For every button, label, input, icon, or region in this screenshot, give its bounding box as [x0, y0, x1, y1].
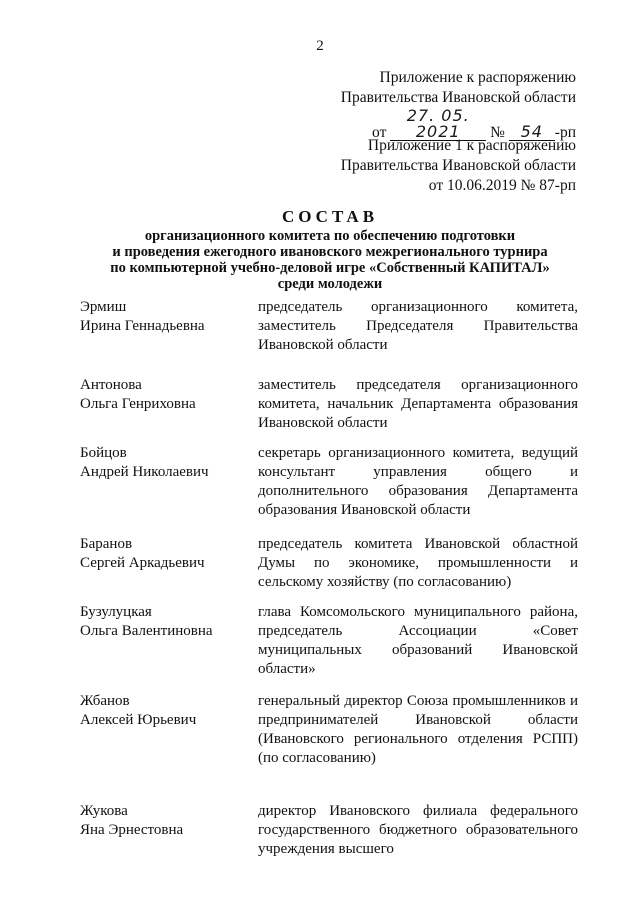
handwritten-number: 54 [509, 124, 555, 141]
appendix-current [341, 68, 576, 143]
member-surname: Баранов [80, 536, 133, 552]
appendix-current-line1: Приложение к распоряжению [379, 69, 576, 86]
title-line: и проведения ежегодного ивановского межрегионального турнира [112, 244, 548, 260]
member-row [80, 603, 578, 692]
member-name [80, 692, 258, 802]
member-given-names: Ольга Валентиновна [80, 623, 213, 639]
member-given-names: Яна Эрнестовна [80, 822, 184, 838]
member-row [80, 692, 578, 802]
member-role: председатель комитета Ивановской областной Думы по экономике, промышленности и сельскому хозяйству (по согласованию) [258, 536, 578, 590]
member-given-names: Андрей Николаевич [80, 464, 209, 480]
member-row [80, 376, 578, 444]
appendix-number-suffix: -рп [554, 124, 576, 141]
member-row [80, 802, 578, 882]
title-line: по компьютерной учебно-деловой игре «Собственный КАПИТАЛ» [110, 260, 550, 276]
member-given-names: Ольга Генриховна [80, 396, 196, 412]
member-surname: Бойцов [80, 445, 127, 461]
title-line: организационного комитета по обеспечению подготовки [144, 228, 516, 244]
member-role: генеральный директор Союза промышленников и предпринимателей Ивановской области (Ивановского регионального отделения РСПП) (по согласованию) [258, 693, 578, 766]
document-title [60, 206, 600, 292]
member-row [80, 298, 578, 376]
member-surname: Бузулуцкая [80, 604, 152, 620]
member-surname: Жукова [80, 803, 128, 819]
page-number: 2 [316, 38, 324, 54]
appendix-number-sign: № [490, 124, 505, 141]
member-name [80, 603, 258, 692]
member-name [80, 444, 258, 535]
member-row [80, 444, 578, 535]
member-role: глава Комсомольского муниципального района, председатель Ассоциации «Совет муниципальных образований Ивановской области» [258, 604, 578, 677]
member-name [80, 376, 258, 444]
member-role: директор Ивановского филиала федерального государственного бюджетного образовательного учреждения высшего [258, 803, 578, 857]
handwritten-date: 27. 05. 2021 [390, 108, 486, 141]
appendix-current-line2: Правительства Ивановской области [340, 89, 576, 106]
member-surname: Антонова [80, 377, 142, 393]
title-word: СОСТАВ [281, 207, 379, 226]
member-row [80, 535, 578, 603]
appendix-previous-line2: Правительства Ивановской области [340, 157, 576, 174]
title-line: среди молодежи [277, 276, 383, 292]
member-role: заместитель председателя организационного комитета, начальник Департамента образования Ивановской области [258, 377, 578, 431]
member-role: секретарь организационного комитета, ведущий консультант управления общего и дополнительного образования Департамента образования Ивановской области [258, 445, 578, 518]
member-name [80, 298, 258, 376]
appendix-previous [341, 136, 576, 196]
member-name [80, 802, 258, 882]
members-list [80, 298, 578, 882]
member-role: председатель организационного комитета, заместитель Председателя Правительства Ивановской области [258, 299, 578, 353]
member-given-names: Ирина Геннадьевна [80, 318, 205, 334]
member-given-names: Алексей Юрьевич [80, 712, 197, 728]
appendix-date-prefix: от [372, 124, 387, 141]
member-name [80, 535, 258, 603]
appendix-previous-line3: от 10.06.2019 № 87-рп [428, 177, 576, 194]
appendix-previous-line1: Приложение 1 к распоряжению [367, 137, 576, 154]
member-given-names: Сергей Аркадьевич [80, 555, 205, 571]
member-surname: Эрмиш [80, 299, 127, 315]
member-surname: Жбанов [80, 693, 130, 709]
